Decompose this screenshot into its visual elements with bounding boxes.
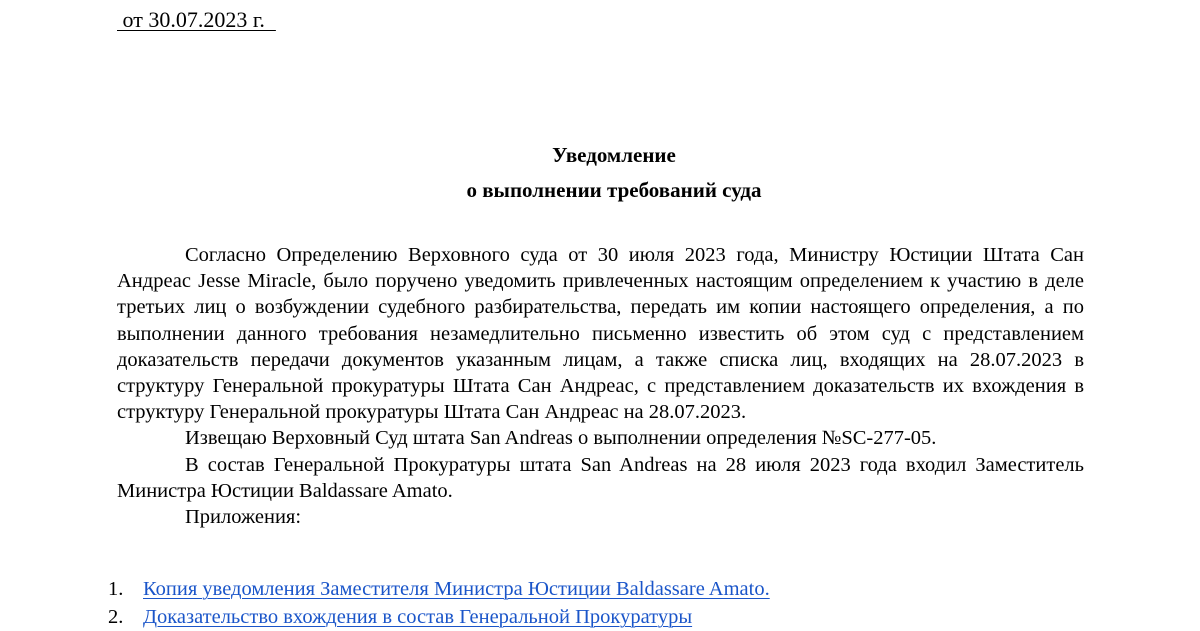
list-item-number: 2. (108, 606, 124, 628)
attachments-label: Приложения: (185, 506, 302, 529)
paragraph-court-order: Согласно Определению Верховного суда от 30 июля 2023 года, Министру Юстиции Штата Сан Андреас Jesse Miracle, было поручено уведомить привлеченных настоящим определением к участию в деле третьих лиц о возбуждении судебного разбирательства, передать им копии настоящего определения, а по выполнении данного требования незамедлительно письменно известить об этом суд с представлением доказательств передачи документов указанным лицам, а также списка лиц, входящих на 28.07.2023 в структуру Генеральной прокуратуры Штата Сан Андреас, с представлением доказательств их вхождения в структуру Генеральной прокуратуры Штата Сан Андреас на 28.07.2023. (117, 244, 1084, 424)
paragraph-staff: В состав Генеральной Прокуратуры штата San Andreas на 28 июля 2023 года входил Заместитель Министра Юстиции Baldassare Amato. (117, 453, 1084, 502)
attachment-link-copy-notice[interactable]: Копия уведомления Заместителя Министра Юстиции Baldassare Amato. (143, 578, 770, 600)
list-item (108, 603, 770, 631)
attachments-list (108, 575, 770, 631)
attachment-link-membership-proof[interactable]: Доказательство вхождения в состав Генеральной Прокуратуры (143, 606, 693, 628)
document-date: от 30.07.2023 г. (117, 7, 276, 32)
paragraph-notification: Извещаю Верховный Суд штата San Andreas о выполнении определения №SC-277-05. (185, 427, 937, 450)
document-body (117, 242, 1084, 530)
list-item (108, 575, 770, 603)
document-subtitle: о выполнении требований суда (466, 178, 762, 202)
list-item-number: 1. (108, 578, 124, 600)
document-title: Уведомление (552, 143, 676, 167)
